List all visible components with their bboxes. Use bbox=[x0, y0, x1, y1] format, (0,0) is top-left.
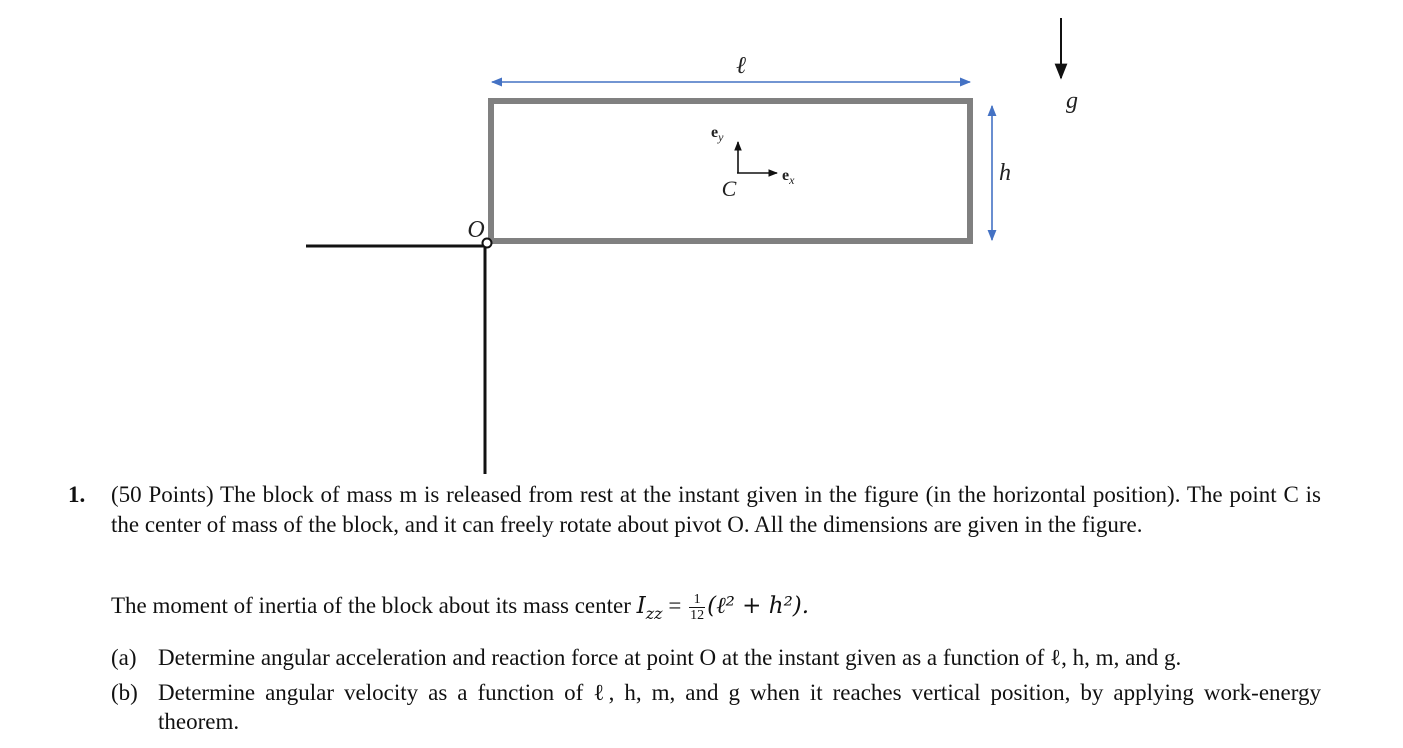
sub-question-text: Determine angular acceleration and reaction force at point O at the instant given as a function of ℓ, h, m, and g. bbox=[158, 645, 1182, 670]
ey-base: e bbox=[711, 124, 719, 141]
moment-text: The moment of inertia of the block about its mass center bbox=[111, 593, 631, 618]
ex-label bbox=[782, 167, 795, 187]
sub-question-text: Determine angular velocity as a function of ℓ, h, m, and g when it reaches vertical position, by applying work-energy theorem. bbox=[158, 679, 1321, 734]
block-outline bbox=[491, 101, 970, 241]
ex-subscript: x bbox=[789, 173, 795, 187]
moment-of-inertia-line bbox=[111, 591, 809, 629]
sub-question-letter: (b) bbox=[111, 679, 138, 705]
problem-number: 1. bbox=[68, 482, 86, 507]
length-label: ℓ bbox=[736, 53, 746, 79]
fraction-numerator: 1 bbox=[689, 592, 705, 608]
moment-symbol: I bbox=[636, 593, 646, 619]
moment-subscript: zz bbox=[645, 604, 663, 623]
moment-expression: (ℓ² + h²). bbox=[707, 593, 810, 619]
moment-fraction bbox=[689, 592, 705, 623]
ey-label bbox=[711, 124, 724, 144]
height-label: h bbox=[999, 160, 1011, 186]
problem-statement: (50 Points) The block of mass m is released from rest at the instant given in the figure (in the horizontal position). The point C is the center of mass of the block, and it can freely rotate about pivot O. All the dimensions are given in the figure. bbox=[111, 482, 1321, 537]
sub-question-letter: (a) bbox=[111, 645, 137, 670]
center-of-mass-label: C bbox=[721, 176, 737, 201]
moment-equals: = bbox=[668, 593, 682, 618]
sub-question-list bbox=[111, 643, 1321, 742]
pivot-label: O bbox=[467, 217, 485, 243]
sub-question-b bbox=[111, 678, 1321, 737]
ey-subscript: y bbox=[718, 130, 724, 144]
sub-question-a bbox=[111, 643, 1321, 673]
fraction-denominator: 12 bbox=[690, 608, 705, 624]
gravity-label: g bbox=[1066, 88, 1078, 114]
ex-base: e bbox=[782, 167, 790, 184]
